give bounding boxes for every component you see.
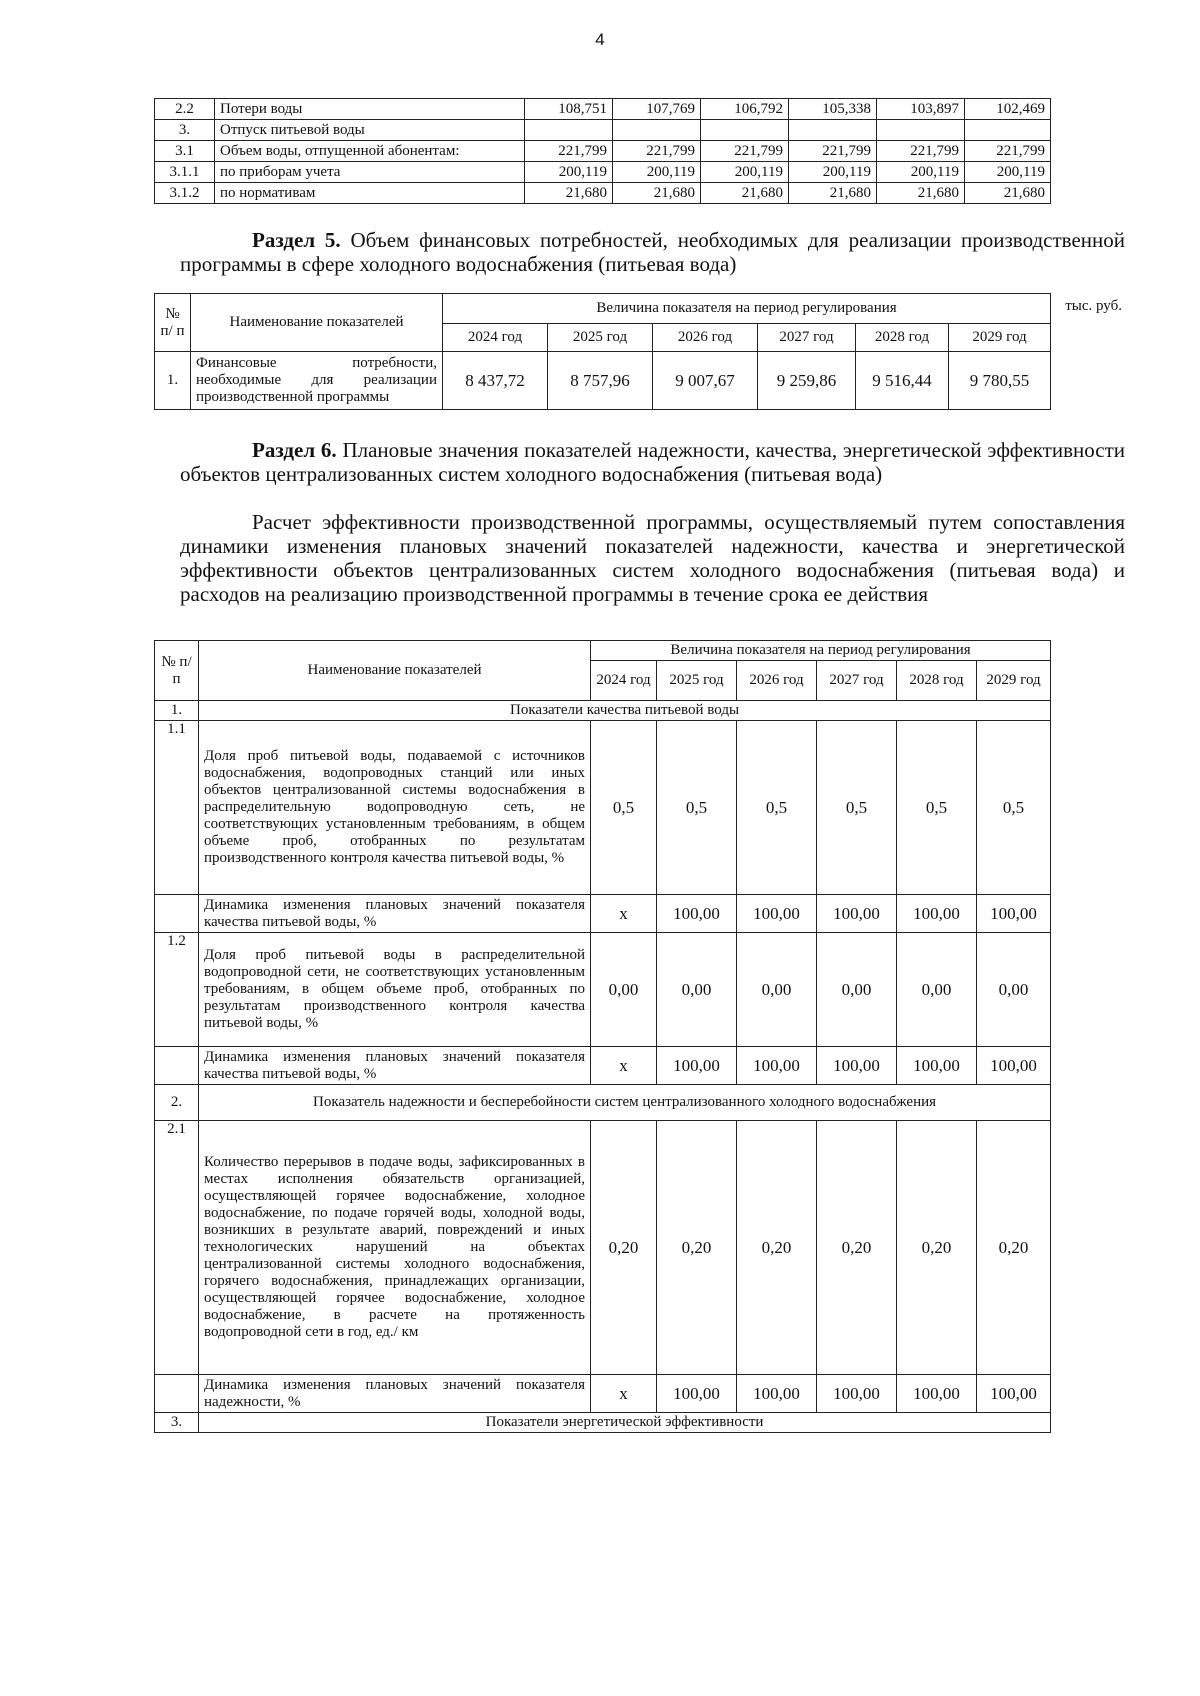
- t2-value: 9 259,86: [758, 352, 856, 410]
- t3-value: 100,00: [657, 1047, 737, 1085]
- t1-value: 102,469: [965, 99, 1051, 120]
- t2-value: 8 757,96: [548, 352, 653, 410]
- t2-value: 9 007,67: [653, 352, 758, 410]
- t2-value: 9 780,55: [949, 352, 1051, 410]
- t1-name: Отпуск питьевой воды: [215, 120, 525, 141]
- t3-value: 0,00: [657, 933, 737, 1047]
- t2-value: 9 516,44: [856, 352, 949, 410]
- t1-value: 221,799: [877, 141, 965, 162]
- table-row: [155, 721, 1051, 895]
- t3-year-header: 2024 год: [591, 661, 657, 701]
- t3-value: 100,00: [977, 1375, 1051, 1413]
- t3-value: 100,00: [977, 1047, 1051, 1085]
- section5-heading: [180, 228, 1125, 276]
- t1-value: 21,680: [613, 183, 701, 204]
- t2-header-num: № п/ п: [155, 294, 191, 352]
- indicators-table: [154, 640, 1051, 1433]
- t2-year-header: 2028 год: [856, 324, 949, 352]
- t1-value: 221,799: [701, 141, 789, 162]
- t2-year-header: 2027 год: [758, 324, 856, 352]
- t3-name: Доля проб питьевой воды в распределительной водопроводной сети, не соответствующих установленным требованиям, в общем объеме проб, отобранных по результатам производственного контроля качества питьевой воды, %: [199, 933, 591, 1047]
- t3-value: 100,00: [817, 1375, 897, 1413]
- t1-value: 103,897: [877, 99, 965, 120]
- t3-group-title: Показатели энергетической эффективности: [199, 1413, 1051, 1433]
- t3-num: 1.1: [155, 721, 199, 895]
- t1-value: 21,680: [701, 183, 789, 204]
- table-row: [155, 1375, 1051, 1413]
- t3-value: 100,00: [897, 1375, 977, 1413]
- t1-value: 200,119: [525, 162, 613, 183]
- table-row: [155, 895, 1051, 933]
- t1-num: 2.2: [155, 99, 215, 120]
- t3-value: 0,00: [817, 933, 897, 1047]
- t3-name: Количество перерывов в подаче воды, зафиксированных в местах исполнения обязательств организацией, осуществляющей горячее водоснабжение, холодное водоснабжение, по подаче горячей воды, холодной воды, возникших в результате аварий, повреждений и иных технологических нарушений на объектах централизованной системы холодного водоснабжения, горячего водоснабжения, принадлежащих организации, осуществляющей горячее водоснабжение, холодное водоснабжение, в расчете на протяженность водопроводной сети в год, ед./ км: [199, 1121, 591, 1375]
- t1-value: 200,119: [789, 162, 877, 183]
- t1-value: 105,338: [789, 99, 877, 120]
- t1-value: 200,119: [701, 162, 789, 183]
- t3-header-name: Наименование показателей: [199, 641, 591, 701]
- t3-num-empty: [155, 895, 199, 933]
- t3-value: 0,5: [897, 721, 977, 895]
- t3-group-num: 3.: [155, 1413, 199, 1433]
- t1-value: [789, 120, 877, 141]
- t3-value: 100,00: [737, 1047, 817, 1085]
- t3-value: 0,00: [591, 933, 657, 1047]
- t1-value: 21,680: [877, 183, 965, 204]
- t3-value: 0,00: [977, 933, 1051, 1047]
- t1-num: 3.1: [155, 141, 215, 162]
- t1-value: 21,680: [965, 183, 1051, 204]
- t1-value: 221,799: [613, 141, 701, 162]
- t3-year-header: 2027 год: [817, 661, 897, 701]
- t2-header-period: Величина показателя на период регулирования: [443, 294, 1051, 324]
- section5-text: Объем финансовых потребностей, необходимых для реализации производственной программы в сфере холодного водоснабжения (питьевая вода): [180, 228, 1125, 276]
- group-row: [155, 701, 1051, 721]
- t3-value: 0,00: [897, 933, 977, 1047]
- t3-num-empty: [155, 1375, 199, 1413]
- t3-value: 100,00: [737, 1375, 817, 1413]
- t1-name: Объем воды, отпущенной абонентам:: [215, 141, 525, 162]
- t3-value: 100,00: [657, 1375, 737, 1413]
- table-row: [155, 933, 1051, 1047]
- t2-value: 8 437,72: [443, 352, 548, 410]
- t3-value: 100,00: [817, 1047, 897, 1085]
- t2-year-header: 2026 год: [653, 324, 758, 352]
- t3-group-num: 2.: [155, 1085, 199, 1121]
- t3-value: 0,20: [657, 1121, 737, 1375]
- t2-row-name: Финансовые потребности, необходимые для реализации производственной программы: [191, 352, 443, 410]
- t2-year-header: 2029 год: [949, 324, 1051, 352]
- t3-value: 0,20: [977, 1121, 1051, 1375]
- t3-value: x: [591, 895, 657, 933]
- water-balance-table: [154, 98, 1051, 204]
- t3-value: 0,5: [977, 721, 1051, 895]
- table-row: [155, 141, 1051, 162]
- t3-group-title: Показатели качества питьевой воды: [199, 701, 1051, 721]
- table-row: [155, 1121, 1051, 1375]
- group-row: [155, 1085, 1051, 1121]
- t3-num: 2.1: [155, 1121, 199, 1375]
- t1-value: [877, 120, 965, 141]
- t1-num: 3.1.1: [155, 162, 215, 183]
- t2-year-header: 2024 год: [443, 324, 548, 352]
- table-row: [155, 120, 1051, 141]
- section6-text: Плановые значения показателей надежности, качества, энергетической эффективности объектов централизованных систем холодного водоснабжения (питьевая вода): [180, 438, 1125, 486]
- t3-year-header: 2029 год: [977, 661, 1051, 701]
- t2-row-num: 1.: [155, 352, 191, 410]
- t3-name: Динамика изменения плановых значений показателя надежности, %: [199, 1375, 591, 1413]
- t1-value: 21,680: [789, 183, 877, 204]
- t3-value: 0,20: [817, 1121, 897, 1375]
- t3-year-header: 2025 год: [657, 661, 737, 701]
- t3-value: 0,20: [591, 1121, 657, 1375]
- t3-year-header: 2028 год: [897, 661, 977, 701]
- t3-year-header: 2026 год: [737, 661, 817, 701]
- t1-name: по нормативам: [215, 183, 525, 204]
- table-row: [155, 99, 1051, 120]
- t1-value: 21,680: [525, 183, 613, 204]
- group-row: [155, 1413, 1051, 1433]
- t3-header-period: Величина показателя на период регулирования: [591, 641, 1051, 661]
- t1-value: 200,119: [877, 162, 965, 183]
- t3-value: 100,00: [737, 895, 817, 933]
- t3-value: 100,00: [897, 1047, 977, 1085]
- table-row: [155, 1047, 1051, 1085]
- t3-value: x: [591, 1375, 657, 1413]
- t3-value: 0,5: [591, 721, 657, 895]
- unit-label: тыс. руб.: [1065, 298, 1122, 314]
- section6-heading: [180, 438, 1125, 486]
- t2-header-name: Наименование показателей: [191, 294, 443, 352]
- t3-value: 0,20: [737, 1121, 817, 1375]
- t1-name: Потери воды: [215, 99, 525, 120]
- t1-value: 108,751: [525, 99, 613, 120]
- t1-value: [525, 120, 613, 141]
- table-row: [155, 183, 1051, 204]
- t3-value: 0,00: [737, 933, 817, 1047]
- t3-name: Доля проб питьевой воды, подаваемой с источников водоснабжения, водопроводных станций или иных объектов централизованной системы водоснабжения в распределительную водопроводную сеть, не соответствующих установленным требованиям, в общем объеме проб, отобранных по результатам производственного контроля качества питьевой воды, %: [199, 721, 591, 895]
- t3-value: 100,00: [897, 895, 977, 933]
- t3-num: 1.2: [155, 933, 199, 1047]
- t3-value: 0,20: [897, 1121, 977, 1375]
- t3-num-empty: [155, 1047, 199, 1085]
- t3-group-num: 1.: [155, 701, 199, 721]
- section5-label: Раздел 5.: [252, 228, 341, 252]
- page-number: 4: [595, 30, 605, 49]
- t3-group-title: Показатель надежности и бесперебойности систем централизованного холодного водоснабжения: [199, 1085, 1051, 1121]
- t3-value: 100,00: [657, 895, 737, 933]
- t3-header-num: № п/п: [155, 641, 199, 701]
- section6-paragraph: Расчет эффективности производственной программы, осуществляемый путем сопоставления динамики изменения плановых значений показателей надежности, качества и энергетической эффективности объектов централизованных систем холодного водоснабжения (питьевая вода) и расходов на реализацию производственной программы в течение срока ее действия: [180, 510, 1125, 606]
- t3-name: Динамика изменения плановых значений показателя качества питьевой воды, %: [199, 895, 591, 933]
- t1-num: 3.1.2: [155, 183, 215, 204]
- t1-value: [965, 120, 1051, 141]
- t1-num: 3.: [155, 120, 215, 141]
- t3-value: 100,00: [977, 895, 1051, 933]
- t3-value: 0,5: [737, 721, 817, 895]
- table-row: [155, 162, 1051, 183]
- t3-value: x: [591, 1047, 657, 1085]
- t1-value: 106,792: [701, 99, 789, 120]
- t1-value: 221,799: [965, 141, 1051, 162]
- t1-value: [701, 120, 789, 141]
- t1-value: [613, 120, 701, 141]
- t2-year-header: 2025 год: [548, 324, 653, 352]
- t3-value: 0,5: [817, 721, 897, 895]
- t1-name: по приборам учета: [215, 162, 525, 183]
- t1-value: 221,799: [789, 141, 877, 162]
- t1-value: 200,119: [613, 162, 701, 183]
- section6-label: Раздел 6.: [252, 438, 337, 462]
- t3-value: 100,00: [817, 895, 897, 933]
- t1-value: 200,119: [965, 162, 1051, 183]
- t3-name: Динамика изменения плановых значений показателя качества питьевой воды, %: [199, 1047, 591, 1085]
- financial-needs-table: [154, 293, 1051, 410]
- t1-value: 107,769: [613, 99, 701, 120]
- t1-value: 221,799: [525, 141, 613, 162]
- t3-value: 0,5: [657, 721, 737, 895]
